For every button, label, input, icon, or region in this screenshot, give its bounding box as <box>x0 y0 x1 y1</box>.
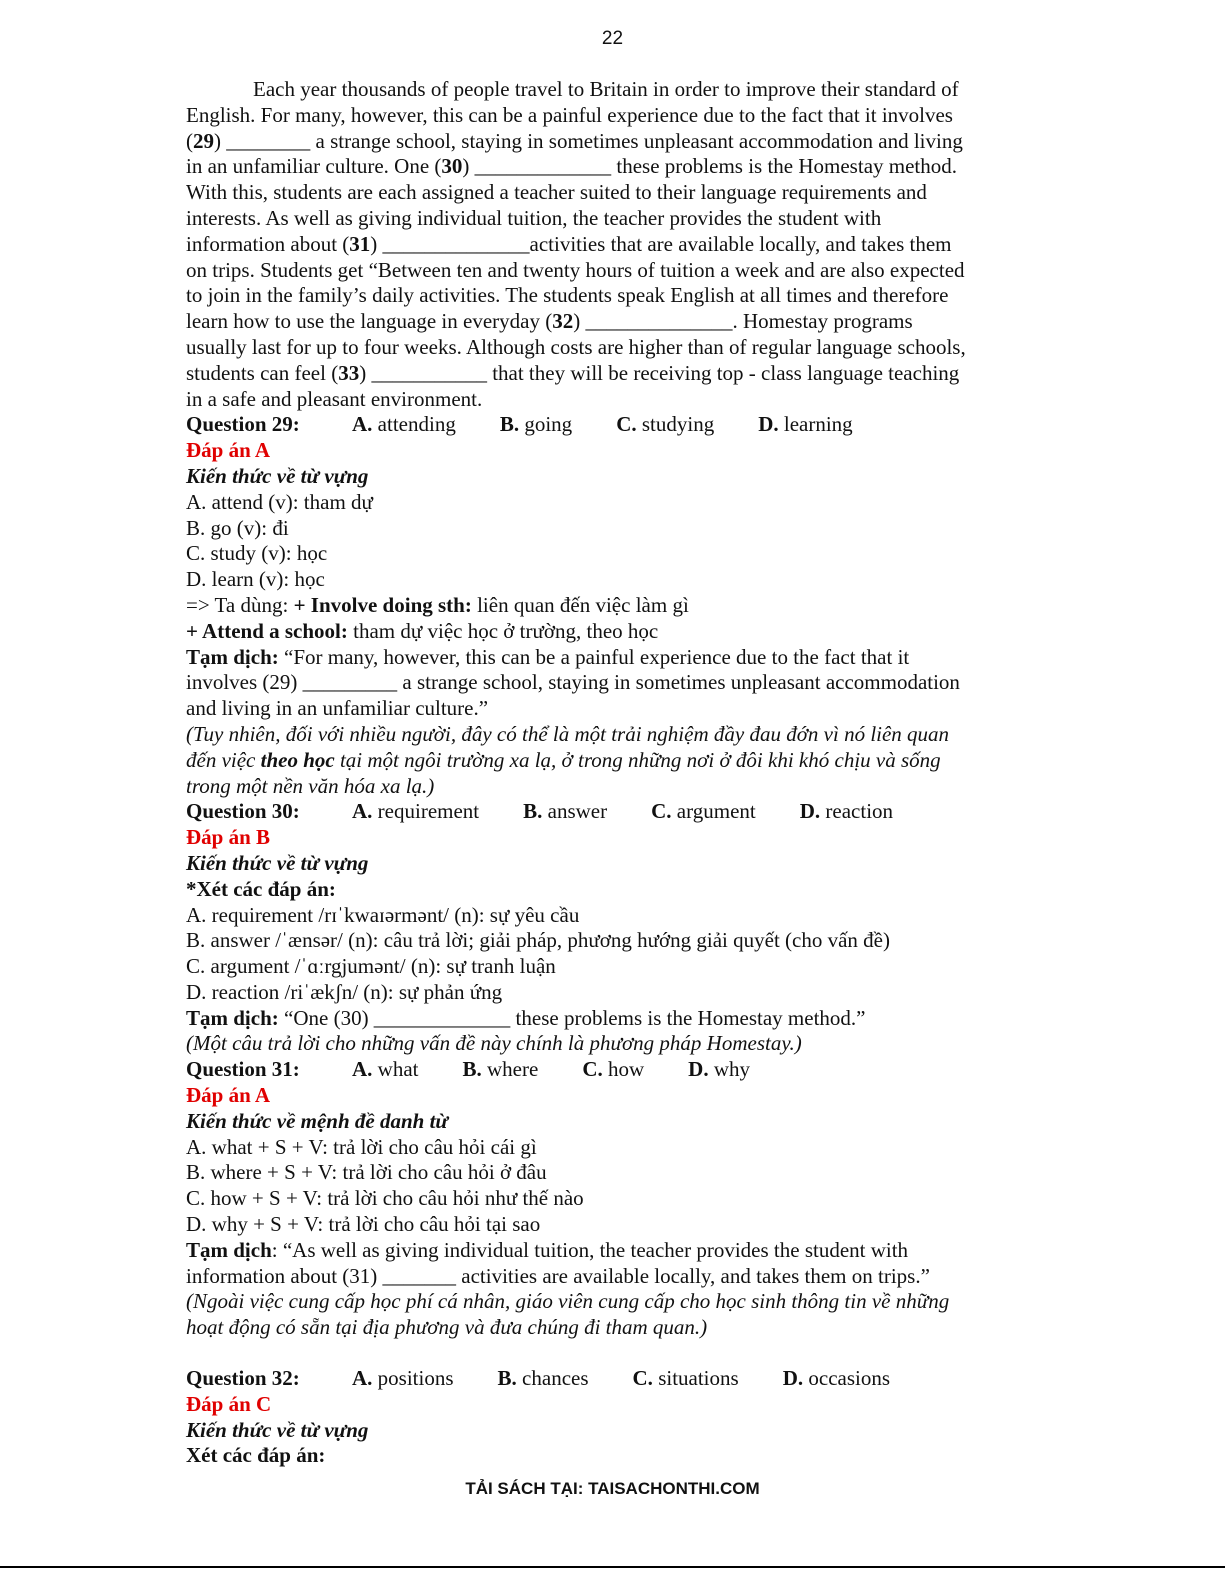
passage-line: information about (31) ______________activities that are available locally, and takes them <box>186 231 952 256</box>
answer-option: B. going <box>499 412 573 437</box>
bold-text: 29 <box>193 128 214 153</box>
answer-option: D. learning <box>758 412 853 437</box>
bold-text: theo học <box>260 747 335 772</box>
explanation-line: B. where + S + V: trả lời cho câu hỏi ở đâu <box>186 1160 547 1185</box>
answer-option: C. argument <box>651 799 756 824</box>
answer-key: Đáp án A <box>186 1083 271 1108</box>
answer-option: D. why <box>688 1057 751 1082</box>
explanation-line: C. study (v): học <box>186 541 328 566</box>
explanation-line: Tạm dịch: “One (30) _____________ these problems is the Homestay method.” <box>186 1005 866 1030</box>
explanation-line: (Ngoài việc cung cấp học phí cá nhân, giáo viên cung cấp cho học sinh thông tin về những <box>186 1289 950 1314</box>
explanation-line: (Một câu trả lời cho những vấn đề này chính là phương pháp Homestay.) <box>186 1031 802 1056</box>
passage-line: to join in the family’s daily activities. The students speak English at all times and therefore <box>186 283 949 308</box>
answer-option: D. occasions <box>782 1366 891 1391</box>
option-letter: D. <box>782 1366 804 1391</box>
passage-line: Each year thousands of people travel to Britain in order to improve their standard of <box>253 77 959 101</box>
answer-option: B. where <box>462 1057 539 1082</box>
explanation-line: *Xét các đáp án: <box>186 876 336 901</box>
question-options-row <box>186 1057 1036 1083</box>
bold-text: Tạm dịch: <box>186 644 279 669</box>
spacer <box>186 1341 1036 1366</box>
reading-passage <box>186 77 1036 412</box>
answer-option: C. how <box>582 1057 645 1082</box>
question-options-row <box>186 799 1036 825</box>
bold-text: 30 <box>441 154 463 179</box>
option-letter: B. <box>462 1057 482 1082</box>
explanation-line: Tạm dịch: “As well as giving individual tuition, the teacher provides the student with <box>186 1237 909 1262</box>
explanation-line: Kiến thức về từ vựng <box>186 850 369 875</box>
explanation-line: trong một nền văn hóa xa lạ.) <box>186 773 435 798</box>
explanation-line: (Tuy nhiên, đối với nhiều người, đây có thể là một trải nghiệm đầy đau đớn vì nó liên quan <box>186 721 950 746</box>
bold-text: Tạm dịch <box>186 1237 272 1262</box>
bold-text: + Attend a school: <box>186 618 348 643</box>
answer-option: A. positions <box>352 1366 454 1391</box>
option-letter: A. <box>352 1366 373 1391</box>
explanation-line: A. what + S + V: trả lời cho câu hỏi cái gì <box>186 1134 537 1159</box>
bold-text: 32 <box>552 309 574 334</box>
explanation-line: Kiến thức về mệnh đề danh từ <box>186 1108 449 1133</box>
option-letter: C. <box>632 1366 653 1391</box>
passage-line: in an unfamiliar culture. One (30) _____________ these problems is the Homestay method. <box>186 154 958 179</box>
passage-line: English. For many, however, this can be a painful experience due to the fact that it involves <box>186 102 953 127</box>
option-letter: A. <box>352 799 373 824</box>
question-32-block <box>186 1366 1036 1469</box>
explanation-line: D. why + S + V: trả lời cho câu hỏi tại sao <box>186 1212 541 1237</box>
question-label: Question 29: <box>186 412 300 437</box>
question-label: Question 30: <box>186 799 300 824</box>
explanation-line: D. learn (v): học <box>186 567 325 592</box>
option-letter: C. <box>582 1057 603 1082</box>
passage-line: interests. As well as giving individual tuition, the teacher provides the student with <box>186 205 882 230</box>
explanation-line: A. requirement /rɪˈkwaɪərmənt/ (n): sự yêu cầu <box>186 902 580 927</box>
explanation-line: C. argument /ˈɑːrgjumənt/ (n): sự tranh luận <box>186 954 556 979</box>
explanation-line: Tạm dịch: “For many, however, this can be a painful experience due to the fact that it <box>186 644 910 669</box>
bold-text: + Involve doing sth: <box>293 592 472 617</box>
option-letter: C. <box>651 799 672 824</box>
option-letter: D. <box>758 412 779 437</box>
passage-line: on trips. Students get “Between ten and twenty hours of tuition a week and are also expected <box>186 257 965 282</box>
option-letter: B. <box>497 1366 517 1391</box>
option-letter: A. <box>352 1057 373 1082</box>
explanation-line: Xét các đáp án: <box>186 1443 326 1468</box>
explanation-line: hoạt động có sẵn tại địa phương và đưa chúng đi tham quan.) <box>186 1315 708 1340</box>
bold-text: 33 <box>338 360 360 385</box>
explanation-line: and living in an unfamiliar culture.” <box>186 696 489 721</box>
page-content <box>186 77 1036 1469</box>
bold-text: Tạm dịch: <box>186 1005 279 1030</box>
answer-key: Đáp án B <box>186 825 271 850</box>
explanation-line: Kiến thức về từ vựng <box>186 1417 369 1442</box>
question-options-row <box>186 1366 1036 1392</box>
footer-download-note: TẢI SÁCH TẠI: TAISACHONTHI.COM <box>465 1479 760 1498</box>
answer-option: A. what <box>352 1057 419 1082</box>
answer-option: D. reaction <box>799 799 894 824</box>
explanation-line: => Ta dùng: + Involve doing sth: liên quan đến việc làm gì <box>186 592 689 617</box>
explanation-line: đến việc theo học tại một ngôi trường xa lạ, ở trong những nơi ở đôi khi khó chịu và sống <box>186 747 941 772</box>
passage-line: usually last for up to four weeks. Although costs are higher than of regular language schools, <box>186 334 966 359</box>
question-30-block <box>186 799 1036 1057</box>
passage-line: (29) ________ a strange school, staying in sometimes unpleasant accommodation and living <box>186 128 963 153</box>
explanation-line: Kiến thức về từ vựng <box>186 463 369 488</box>
answer-option: C. studying <box>616 412 715 437</box>
passage-line: students can feel (33) ___________ that they will be receiving top - class language teaching <box>186 360 960 385</box>
explanation-line: information about (31) _______ activities are available locally, and takes them on trips.” <box>186 1263 930 1288</box>
question-label: Question 32: <box>186 1366 300 1391</box>
option-letter: C. <box>616 412 637 437</box>
question-31-block <box>186 1057 1036 1341</box>
answer-option: B. answer <box>523 799 608 824</box>
explanation-line: + Attend a school: tham dự việc học ở trường, theo học <box>186 618 659 643</box>
passage-line: in a safe and pleasant environment. <box>186 386 483 411</box>
option-letter: D. <box>799 799 821 824</box>
bold-text: 31 <box>349 231 371 256</box>
option-letter: B. <box>523 799 543 824</box>
explanation-line: B. go (v): đi <box>186 515 289 540</box>
question-label: Question 31: <box>186 1057 300 1082</box>
answer-option: C. situations <box>632 1366 739 1391</box>
explanation-line: involves (29) _________ a strange school, staying in sometimes unpleasant accommodation <box>186 670 960 695</box>
answer-key: Đáp án A <box>186 438 271 463</box>
answer-option: A. requirement <box>352 799 480 824</box>
option-letter: B. <box>499 412 520 437</box>
explanation-line: C. how + S + V: trả lời cho câu hỏi như thế nào <box>186 1186 584 1211</box>
explanation-line: D. reaction /riˈækʃn/ (n): sự phản ứng <box>186 979 503 1004</box>
passage-line: With this, students are each assigned a teacher suited to their language requirements and <box>186 180 927 205</box>
explanation-line: A. attend (v): tham dự <box>186 489 373 514</box>
question-29-block <box>186 412 1036 799</box>
answer-option: B. chances <box>497 1366 589 1391</box>
page-number: 22 <box>601 28 624 49</box>
explanation-line: B. answer /ˈænsər/ (n): câu trả lời; giải pháp, phương hướng giải quyết (cho vấn đề) <box>186 928 890 953</box>
answer-option: A. attending <box>352 412 456 437</box>
passage-line: learn how to use the language in everyday (32) ______________. Homestay programs <box>186 309 913 334</box>
bottom-rule <box>0 1566 1225 1568</box>
question-options-row <box>186 412 1036 438</box>
option-letter: A. <box>352 412 373 437</box>
answer-key: Đáp án C <box>186 1391 272 1416</box>
option-letter: D. <box>688 1057 709 1082</box>
